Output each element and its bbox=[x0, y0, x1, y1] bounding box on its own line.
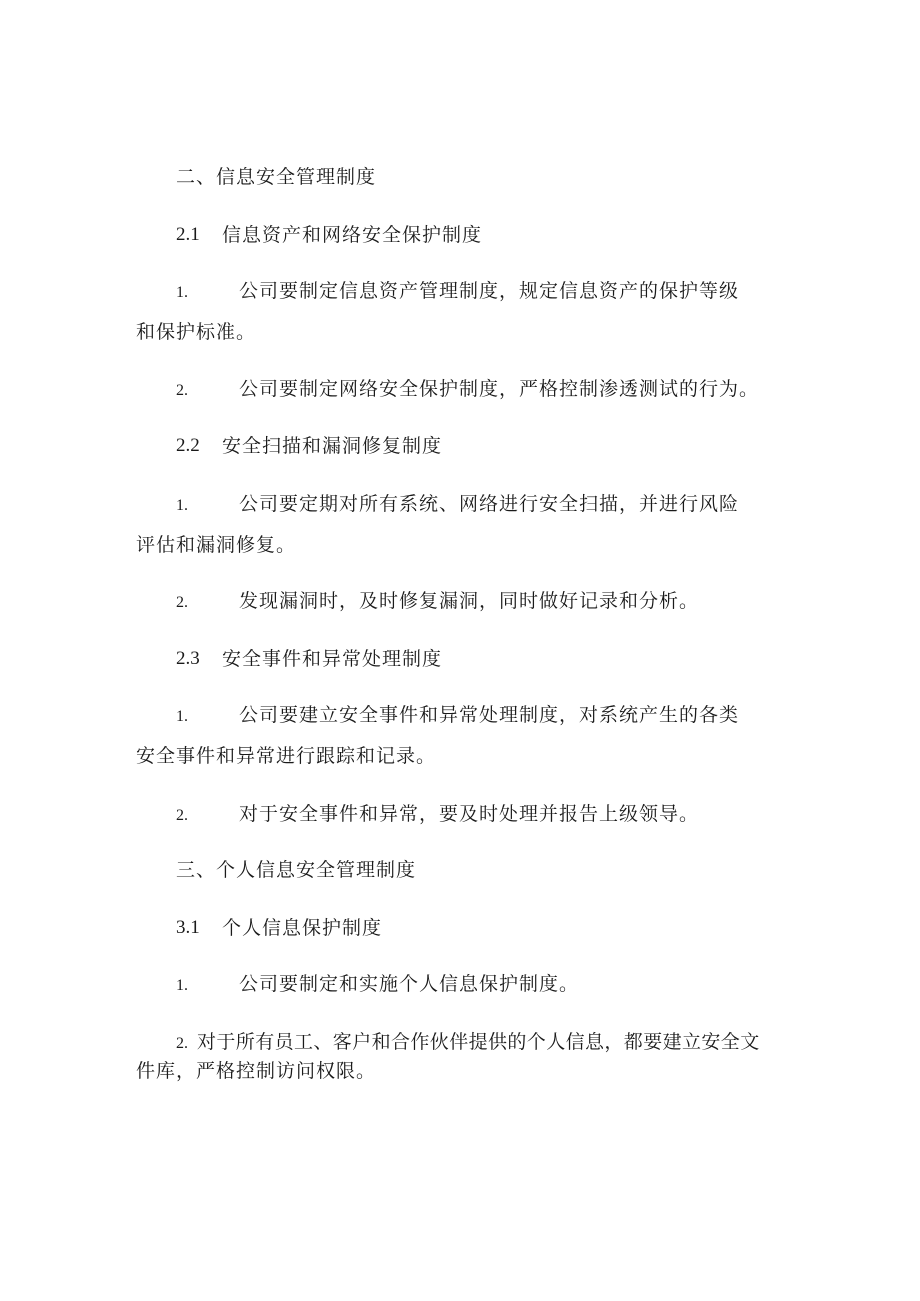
list-item-text: 公司要制定网络安全保护制度，严格控制渗透测试的行为。 bbox=[239, 378, 760, 400]
list-item-number: 2. bbox=[176, 1035, 188, 1052]
subsection-title: 安全事件和异常处理制度 bbox=[222, 648, 443, 670]
list-item-text: 对于安全事件和异常，要及时处理并报告上级领导。 bbox=[239, 803, 700, 825]
subsection-title: 信息资产和网络安全保护制度 bbox=[222, 224, 483, 246]
list-item-text-continued: 评估和漏洞修复。 bbox=[136, 534, 297, 556]
list-item-text-continued: 件库，严格控制访问权限。 bbox=[136, 1060, 377, 1082]
list-item-number: 2. bbox=[176, 382, 188, 399]
list-item-text: 公司要制定和实施个人信息保护制度。 bbox=[239, 973, 580, 995]
subsection-number: 2.1 bbox=[176, 224, 200, 245]
subsection-title: 个人信息保护制度 bbox=[222, 917, 383, 939]
subsection-number: 3.1 bbox=[176, 917, 200, 938]
list-item-text: 公司要定期对所有系统、网络进行安全扫描，并进行风险 bbox=[239, 493, 740, 515]
list-item-number: 2. bbox=[176, 807, 188, 824]
list-item-text-continued: 和保护标准。 bbox=[136, 321, 257, 343]
list-item-number: 2. bbox=[176, 594, 188, 611]
list-item-text: 公司要制定信息资产管理制度，规定信息资产的保护等级 bbox=[239, 280, 740, 302]
subsection-number: 2.2 bbox=[176, 435, 200, 456]
list-item-text-continued: 安全事件和异常进行跟踪和记录。 bbox=[136, 745, 437, 767]
list-item-number: 1. bbox=[176, 708, 188, 725]
section-heading: 二、信息安全管理制度 bbox=[176, 166, 377, 188]
subsection-number: 2.3 bbox=[176, 648, 200, 669]
section-heading: 三、个人信息安全管理制度 bbox=[176, 859, 417, 881]
list-item-number: 1. bbox=[176, 497, 188, 514]
list-item-text: 对于所有员工、客户和合作伙伴提供的个人信息，都要建立安全文 bbox=[197, 1031, 760, 1053]
list-item-text: 发现漏洞时，及时修复漏洞，同时做好记录和分析。 bbox=[239, 590, 700, 612]
list-item-number: 1. bbox=[176, 284, 188, 301]
list-item-text: 公司要建立安全事件和异常处理制度，对系统产生的各类 bbox=[239, 704, 740, 726]
subsection-title: 安全扫描和漏洞修复制度 bbox=[222, 435, 443, 457]
list-item-number: 1. bbox=[176, 977, 188, 994]
